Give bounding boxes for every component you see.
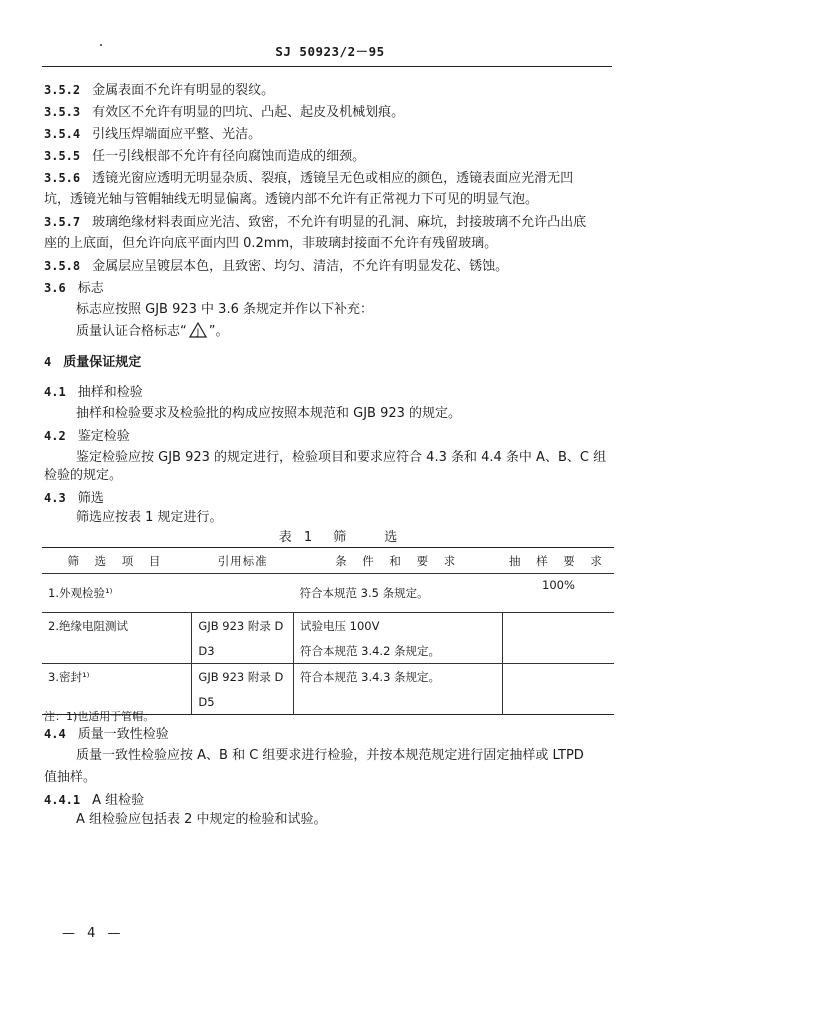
clause-text: 透镜光窗应透明无明显杂质、裂痕，透镜呈无色或相应的颜色，透镜表面应光滑无凹: [92, 171, 574, 186]
clause-number: 3.5.2: [44, 83, 81, 97]
section-4-4-1-body: A 组检验应包括表 2 中规定的检验和试验。: [76, 812, 327, 827]
section-4-4-body: 质量一致性检验应按 A、B 和 C 组要求进行检验，并按本规范规定进行固定抽样或 LTPD: [76, 748, 584, 763]
clause-text: 玻璃绝缘材料表面应光洁、致密，不允许有明显的孔洞、麻坑，封接玻璃不允许凸出底: [92, 215, 587, 230]
section-title: 鉴定检验: [77, 429, 130, 444]
column-header: 引用标准: [217, 553, 268, 568]
section-title: 抽样和检验: [77, 385, 143, 400]
column-header: 条 件 和 要 求: [335, 553, 462, 568]
scan-speck: [100, 44, 102, 46]
table-cell-standard: D5: [192, 689, 294, 715]
clause-text: 任一引线根部不允许有径向腐蚀而造成的细颈。: [92, 149, 366, 164]
clause-number: 3.5.8: [44, 259, 81, 273]
table-cell-condition: 试验电压 100V: [293, 613, 502, 639]
section-4-2-body: 鉴定检验应按 GJB 923 的规定进行，检验项目和要求应符合 4.3 条和 4.4 条中 A、B、C 组: [76, 450, 607, 465]
table-cell-standard: [192, 574, 294, 613]
table-cell-item: 2.绝缘电阻测试: [48, 618, 128, 633]
clause-number: 3.5.6: [44, 171, 81, 185]
header-rule: [42, 66, 612, 67]
section-4-2-heading: [44, 426, 614, 447]
section-number: 4: [44, 355, 52, 369]
section-number: 4.2: [44, 429, 66, 443]
section-title: 标志: [77, 281, 104, 296]
table-cell-condition: 符合本规范 3.5 条规定。: [299, 586, 429, 600]
section-number: 4.4.1: [44, 793, 81, 807]
column-header: 筛 选 项 目: [67, 553, 167, 568]
table-cell-item: 1.外观检验¹⁾: [48, 586, 113, 600]
clause-number: 3.5.7: [44, 215, 81, 229]
table-row-continued: [42, 638, 614, 664]
section-4-4-body-continued: 值抽样。: [44, 770, 97, 785]
document-code: SJ 50923/2－95: [275, 44, 385, 59]
section-title: 质量保证规定: [63, 355, 142, 370]
table-caption: 表 1 筛 选: [278, 530, 402, 545]
clause-3-5-4: [44, 124, 614, 145]
section-4-1-body: 抽样和检验要求及检验批的构成应按照本规范和 GJB 923 的规定。: [76, 406, 462, 421]
table-note: 注：1)也适用于管帽。: [44, 710, 155, 723]
certification-mark-icon: [189, 322, 207, 338]
mark-text-after: ”。: [208, 324, 229, 339]
table-row: [42, 574, 614, 613]
clause-3-5-5: [44, 146, 614, 167]
clause-text: 金属表面不允许有明显的裂纹。: [92, 83, 275, 98]
section-title: 质量一致性检验: [77, 727, 169, 742]
section-3-6-line1: 标志应按照 GJB 923 中 3.6 条规定并作以下补充：: [76, 302, 373, 317]
table-row: [42, 664, 614, 690]
mark-text-before: 质量认证合格标志“: [76, 324, 187, 339]
section-4-1-heading: [44, 382, 614, 403]
table-cell-standard: GJB 923 附录 D: [192, 664, 294, 690]
clause-3-5-7-continued: 座的上底面，但允许向底平面内凹 0.2mm，非玻璃封接面不允许有残留玻璃。: [44, 236, 498, 251]
certification-mark-glyph: J: [196, 328, 200, 338]
section-4-4-1-heading: [44, 790, 614, 811]
table-cell-sampling: 100%: [542, 578, 575, 592]
section-number: 3.6: [44, 281, 66, 295]
clause-text: 金属层应呈镀层本色，且致密、均匀、清洁，不允许有明显发花、锈蚀。: [92, 259, 509, 274]
section-4-4-heading: [44, 724, 614, 745]
section-title: A 组检验: [92, 793, 145, 808]
clause-text: 引线压焊端面应平整、光洁。: [92, 127, 262, 142]
table-cell-item: 3.密封¹⁾: [48, 669, 90, 684]
clause-number: 3.5.4: [44, 127, 81, 141]
section-number: 4.1: [44, 385, 66, 399]
clause-text: 有效区不允许有明显的凹坑、凸起、起皮及机械划痕。: [92, 105, 405, 120]
section-4-heading: [44, 352, 614, 373]
section-number: 4.4: [44, 727, 66, 741]
section-4-3-body: 筛选应按表 1 规定进行。: [76, 510, 223, 525]
table-cell-standard: GJB 923 附录 D: [192, 613, 294, 639]
clause-number: 3.5.5: [44, 149, 81, 163]
page-number: — 4 —: [62, 926, 125, 941]
clause-3-5-8: [44, 256, 614, 277]
table-cell-condition: 符合本规范 3.4.2 条规定。: [293, 638, 502, 664]
column-header: 抽 样 要 求: [508, 553, 608, 568]
table-cell-condition: 符合本规范 3.4.3 条规定。: [293, 664, 502, 690]
screening-table: [42, 547, 614, 715]
section-4-3-heading: [44, 488, 614, 509]
table-header-row: [42, 548, 614, 574]
clause-number: 3.5.3: [44, 105, 81, 119]
table-cell-standard: D3: [192, 638, 294, 664]
clause-3-5-6: [44, 168, 614, 189]
clause-3-5-7: [44, 212, 614, 233]
table-row: [42, 613, 614, 639]
section-number: 4.3: [44, 491, 66, 505]
clause-3-5-3: [44, 102, 614, 123]
clause-3-5-2: [44, 80, 614, 101]
clause-3-5-6-continued: 坑，透镜光轴与管帽轴线无明显偏离。透镜内部不允许有正常视力下可见的明显气泡。: [44, 192, 539, 207]
section-3-6-heading: [44, 278, 614, 299]
section-title: 筛选: [77, 491, 104, 506]
section-3-6-line2: [76, 322, 646, 342]
section-4-2-body-continued: 检验的规定。: [44, 468, 123, 483]
